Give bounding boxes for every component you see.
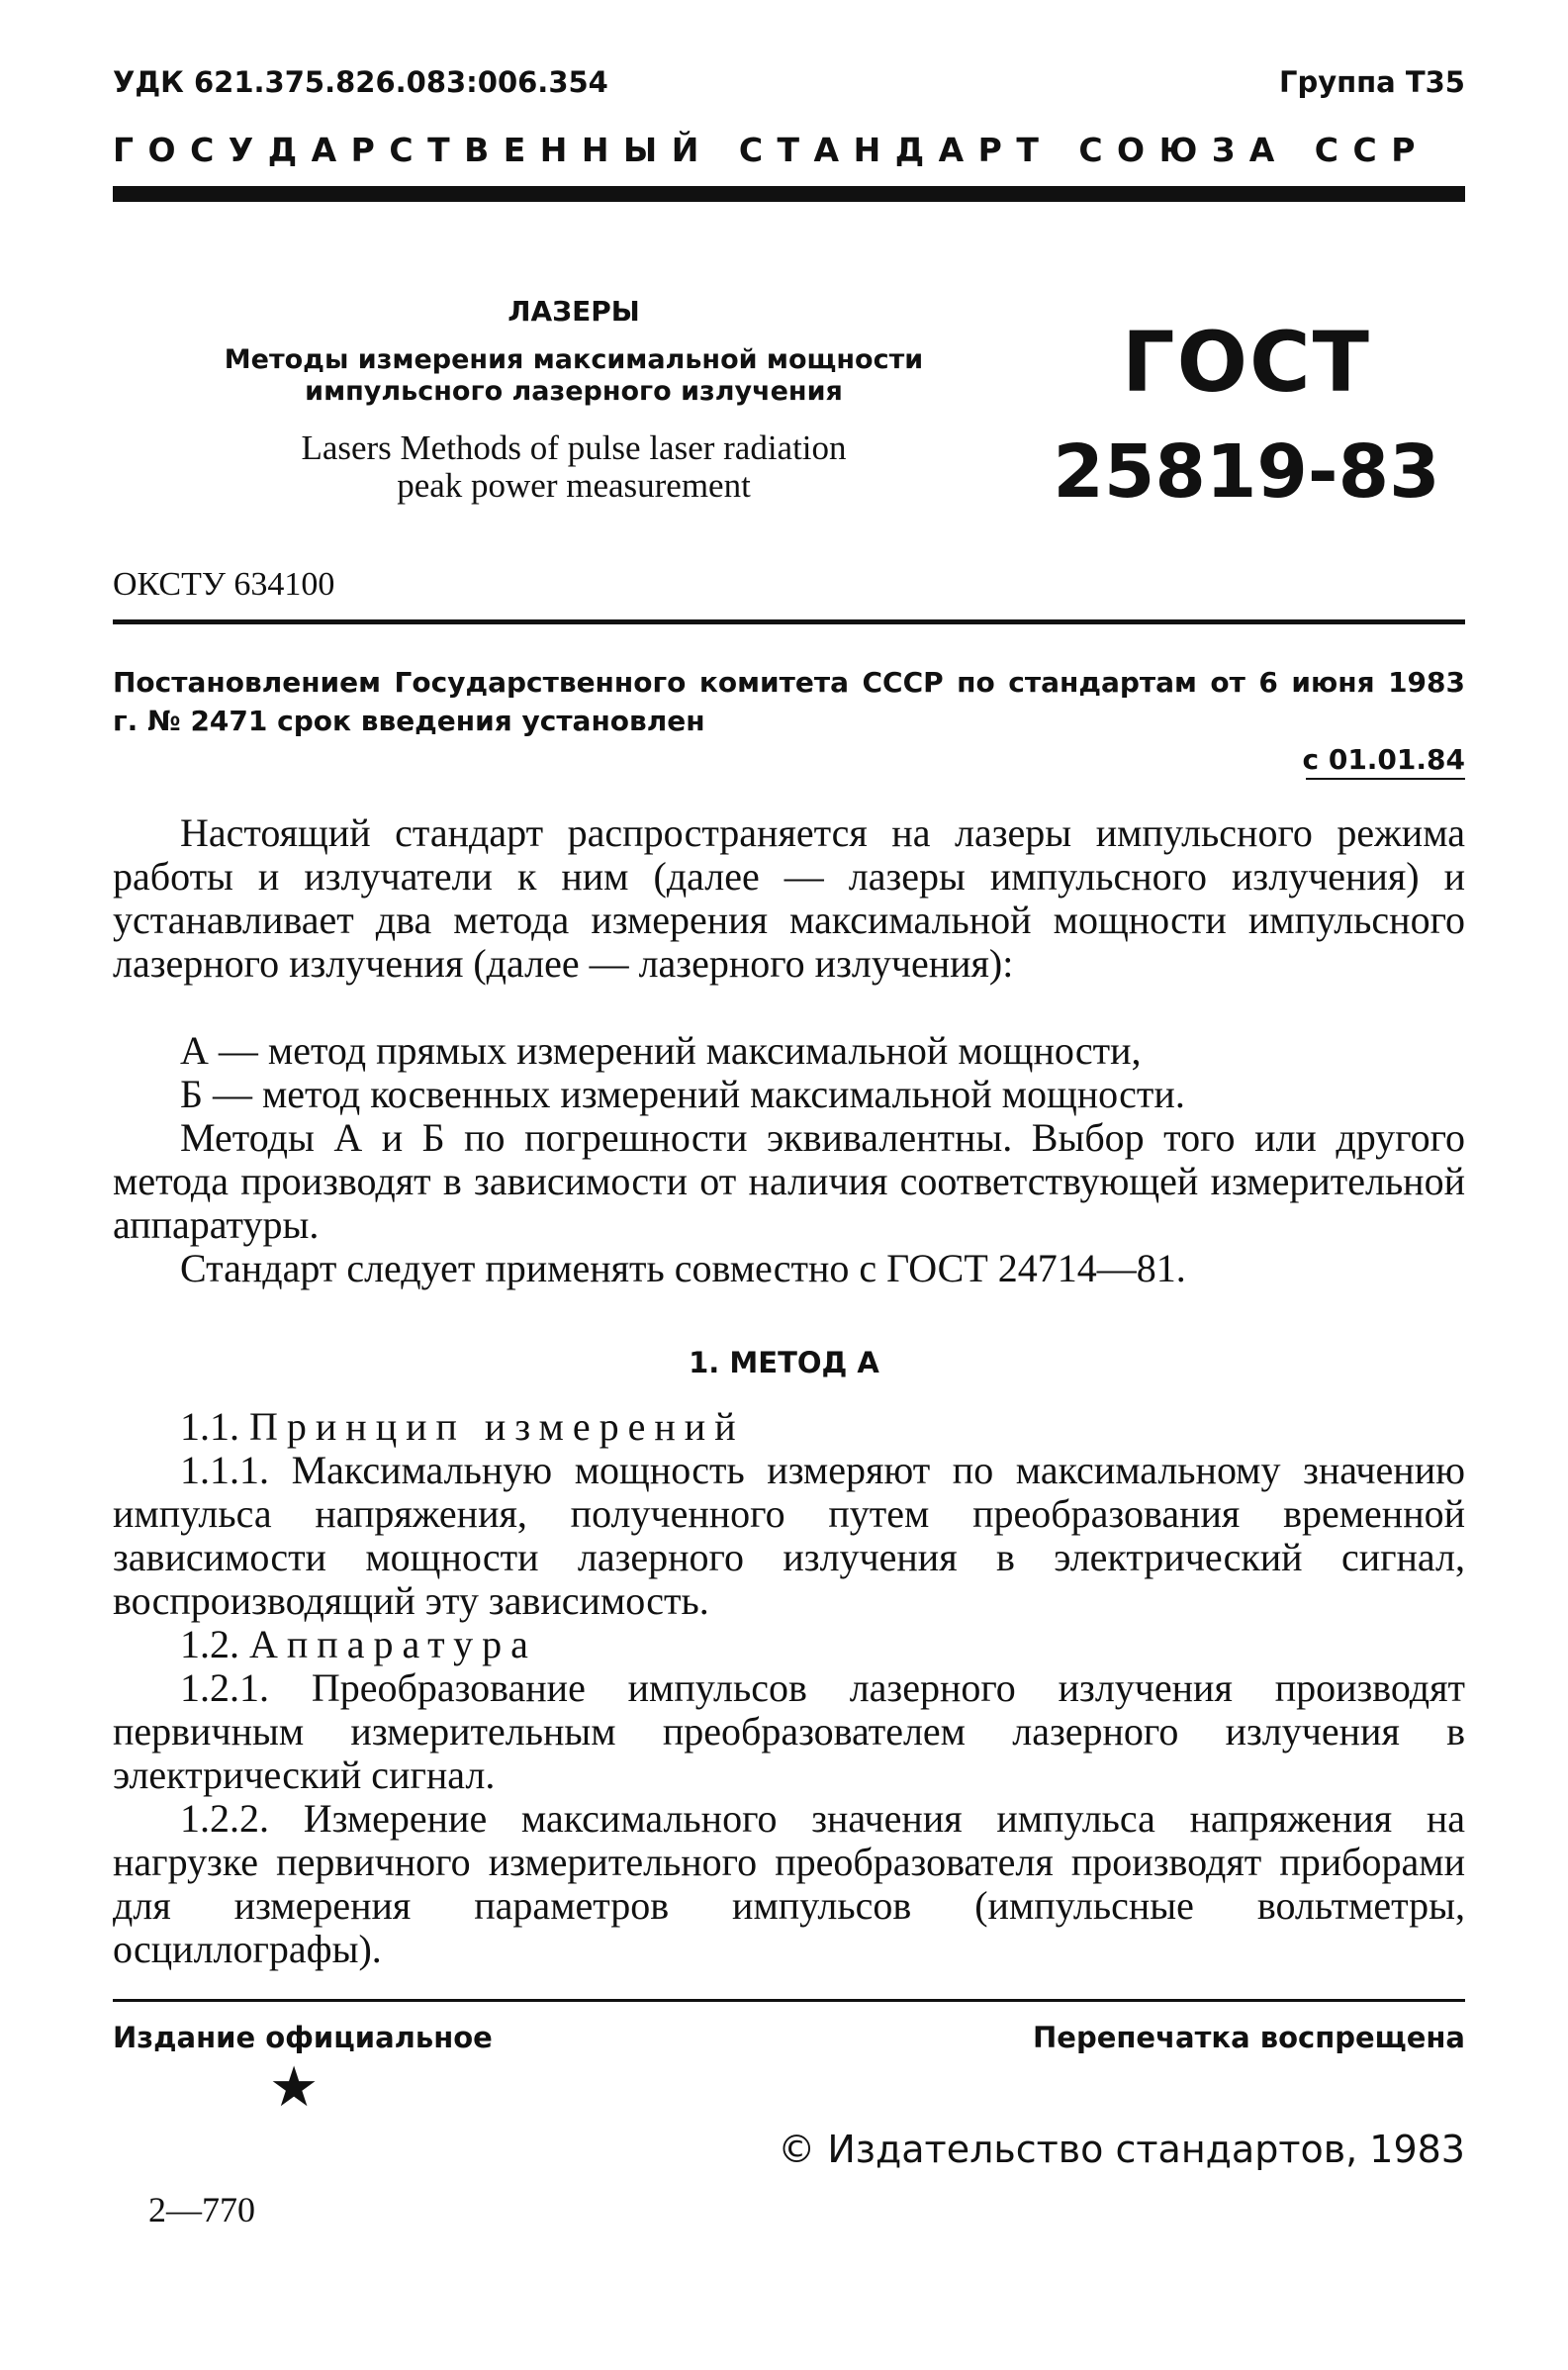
document-title: ЛАЗЕРЫ: [507, 295, 640, 328]
print-code: 2—770: [148, 2190, 255, 2229]
subsection-1-2-title: Аппаратура: [249, 1622, 537, 1666]
standard-reference-text: Стандарт следует применять совместно с ГОСТ 24714—81.: [180, 1246, 1186, 1290]
decree-text: Постановлением Государственного комитета СССР по стандартам от 6 июня 1983 г. № 2471 срок введения установлен: [113, 666, 1465, 737]
gost-number: 25819-83: [1053, 429, 1440, 515]
intro-paragraph: Настоящий стандарт распространяется на лазеры импульсного режима работы и излучатели к ним (далее — лазеры импульсного излучения) и устанавливает два метода измерения максимальной мощности импульсного лазерного излучения (далее — лазерного излучения):: [113, 810, 1465, 986]
document-subtitle-line-2: импульсного лазерного излучения: [305, 376, 843, 407]
standard-reference-paragraph: [113, 1247, 1465, 1290]
subsection-1-2-number: 1.2.: [180, 1622, 239, 1666]
english-title-line-1: Lasers Methods of pulse laser radiation: [301, 428, 847, 467]
okstu-divider: [113, 619, 1465, 624]
gost-label: ГОСТ: [1122, 314, 1371, 411]
method-b-item: Б — метод косвенных измерений максимальной мощности.: [180, 1072, 1185, 1116]
standard-type-heading: ГОСУДАРСТВЕННЫЙ СТАНДАРТ СОЮЗА ССР: [113, 131, 1430, 169]
group-code: Группа Т35: [1278, 65, 1465, 99]
subsection-1-2-heading: [113, 1623, 1465, 1666]
methods-equivalence-text: Методы А и Б по погрешности эквивалентны. Выбор того или другого метода производят в зависимости от наличия соответствующей измерительной аппаратуры.: [113, 1115, 1465, 1247]
effective-date: с 01.01.84: [1302, 743, 1465, 776]
subsection-1-1-heading: [113, 1405, 1465, 1449]
section-body: [113, 1405, 1465, 1971]
english-title-line-2: peak power measurement: [397, 466, 751, 505]
methods-list: [113, 1029, 1465, 1116]
document-subtitle-line-1: Методы измерения максимальной мощности: [224, 344, 924, 375]
official-edition-label: Издание официальное: [113, 2021, 493, 2054]
copyright-notice: © Издательство стандартов, 1983: [778, 2128, 1465, 2171]
subsection-1-1-number: 1.1.: [180, 1404, 239, 1449]
clause-1-2-2: 1.2.2. Измерение максимального значения импульса напряжения на нагрузке первичного измерительного преобразователя производят приборами для измерения параметров импульсов (импульсные вольтметры, осциллографы).: [113, 1796, 1465, 1971]
gost-designation: [1049, 314, 1444, 517]
header-divider: [113, 186, 1465, 202]
methods-equivalence-paragraph: [113, 1116, 1465, 1247]
section-heading: 1. МЕТОД А: [689, 1346, 879, 1379]
reprint-prohibited-label: Перепечатка воспрещена: [1033, 2021, 1465, 2054]
clause-1-1-1: 1.1.1. Максимальную мощность измеряют по максимальному значению импульса напряжения, полученного путем преобразования временной зависимости мощности лазерного излучения в электрический сигнал, воспроизводящий эту зависимость.: [113, 1448, 1465, 1623]
method-a-item: А — метод прямых измерений максимальной мощности,: [180, 1028, 1142, 1073]
clause-1-2-1: 1.2.1. Преобразование импульсов лазерного излучения производят первичным измерительным преобразователем лазерного излучения в электрический сигнал.: [113, 1665, 1465, 1797]
subsection-1-1-title: Принцип измерений: [249, 1404, 745, 1449]
title-block: [188, 293, 960, 505]
footer-divider: [113, 1999, 1465, 2002]
star-icon: ★: [269, 2057, 320, 2119]
okstu-code: ОКСТУ 634100: [113, 566, 335, 603]
udk-code: УДК 621.375.826.083:006.354: [113, 65, 608, 99]
effective-date-underline: [1306, 778, 1465, 780]
